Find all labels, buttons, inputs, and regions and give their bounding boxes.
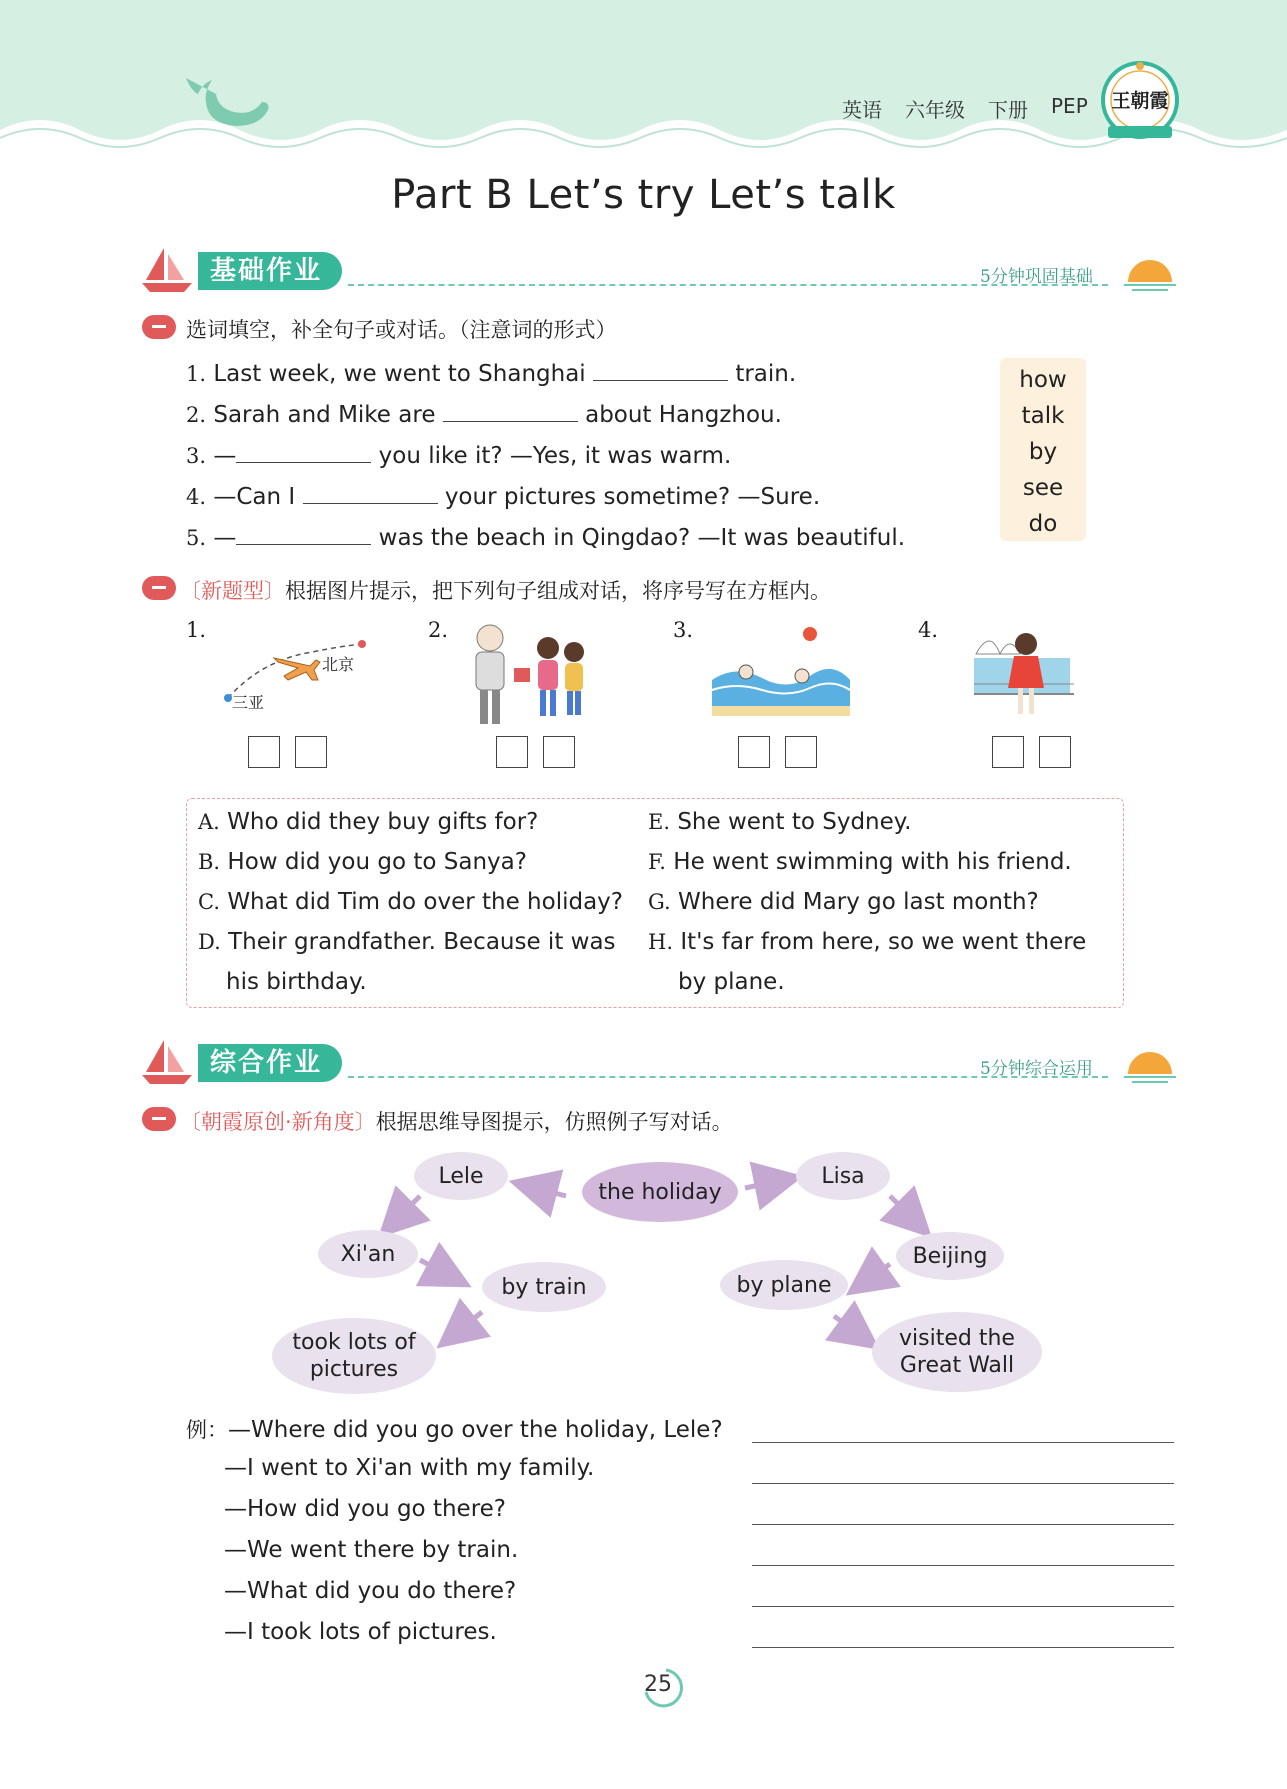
- option-text: It's far from here, so we went there: [680, 929, 1087, 955]
- word-bank: [1000, 358, 1086, 541]
- option-letter: E.: [648, 810, 671, 834]
- q2-tag: 〔新题型〕: [180, 579, 285, 603]
- word-bank-item: see: [1022, 475, 1064, 501]
- q1-line: [186, 399, 782, 428]
- q1-line: [186, 522, 905, 551]
- sailboat-icon: [140, 1038, 196, 1086]
- example-line: —We went there by train.: [224, 1537, 519, 1563]
- line-text-after: train.: [735, 361, 797, 387]
- answer-blank[interactable]: [236, 440, 371, 463]
- answer-box[interactable]: [248, 736, 280, 768]
- q1-instruction: 选词填空，补全句子或对话。（注意词的形式）: [186, 318, 617, 342]
- answer-writing-line[interactable]: [752, 1565, 1174, 1566]
- option-letter: B.: [198, 850, 221, 874]
- map-node-by-plane: by plane: [720, 1260, 848, 1310]
- answer-blank[interactable]: [236, 522, 371, 545]
- option-e: [648, 809, 911, 835]
- header-volume: 下册: [988, 98, 1028, 122]
- option-text: Who did they buy gifts for?: [227, 809, 539, 835]
- map-node-by-train: by train: [482, 1262, 606, 1312]
- line-number: 5.: [186, 526, 207, 550]
- question-number-three: [142, 1107, 176, 1131]
- word-bank-item: by: [1028, 439, 1058, 465]
- answer-box[interactable]: [543, 736, 575, 768]
- map-node-beijing: Beijing: [896, 1232, 1004, 1280]
- q3-instruction: [180, 1106, 733, 1136]
- option-letter: G.: [648, 890, 671, 914]
- option-letter: F.: [648, 850, 666, 874]
- picture-number: 1.: [186, 618, 207, 642]
- answer-writing-line[interactable]: [752, 1647, 1174, 1648]
- brand-logo: [1100, 60, 1180, 142]
- option-letter: C.: [198, 890, 220, 914]
- word-bank-item: talk: [1021, 403, 1065, 429]
- sailboat-icon: [140, 246, 196, 294]
- sydney-picture: [970, 614, 1082, 724]
- answer-box[interactable]: [295, 736, 327, 768]
- option-h: [648, 929, 1086, 955]
- map-node-took-pictures: took lots of pictures: [272, 1318, 436, 1394]
- swimming-picture: [706, 620, 854, 720]
- map-node-great-wall: visited the Great Wall: [872, 1312, 1042, 1392]
- option-letter: H.: [648, 930, 673, 954]
- option-c: [198, 889, 623, 915]
- answer-writing-line[interactable]: [752, 1442, 1174, 1443]
- header-subject: 英语: [842, 98, 882, 122]
- option-text: How did you go to Sanya?: [227, 849, 527, 875]
- section-banner-label: 综合作业: [198, 1044, 342, 1082]
- word-bank-item: how: [1019, 367, 1067, 393]
- answer-writing-line[interactable]: [752, 1606, 1174, 1607]
- question-number-one: [142, 315, 176, 339]
- answer-box[interactable]: [992, 736, 1024, 768]
- option-letter: A.: [198, 810, 220, 834]
- section-banner-label: 基础作业: [198, 252, 342, 290]
- example-text: —Where did you go over the holiday, Lele?: [228, 1417, 723, 1443]
- page-number: 25: [644, 1672, 672, 1697]
- answer-blank[interactable]: [303, 481, 438, 504]
- line-text-after: about Hangzhou.: [585, 402, 782, 428]
- line-number: 2.: [186, 403, 207, 427]
- header-grade: 六年级: [905, 98, 965, 122]
- option-text: by plane.: [678, 969, 785, 995]
- sunrise-icon: [1122, 254, 1178, 294]
- example-line: —I went to Xi'an with my family.: [224, 1455, 595, 1481]
- option-f: [648, 849, 1072, 875]
- option-text: What did Tim do over the holiday?: [227, 889, 623, 915]
- brand-name: 王朝霞: [1111, 90, 1169, 112]
- answer-box[interactable]: [785, 736, 817, 768]
- q3-label: 根据思维导图提示，仿照例子写对话。: [375, 1110, 733, 1134]
- option-text: his birthday.: [226, 969, 367, 995]
- answer-box[interactable]: [738, 736, 770, 768]
- option-h-continued: [678, 969, 785, 995]
- line-number: 1.: [186, 362, 207, 386]
- picture-number: 3.: [673, 618, 694, 642]
- q3-tag: 〔朝霞原创·新角度〕: [180, 1110, 376, 1134]
- q2-label: 根据图片提示，把下列句子组成对话，将序号写在方框内。: [285, 579, 831, 603]
- map-node-lele: Lele: [414, 1152, 508, 1200]
- option-text: Their grandfather. Because it was: [228, 929, 616, 955]
- option-d-continued: [226, 969, 367, 995]
- line-text-before: —Can I: [213, 484, 296, 510]
- picture-number: 4.: [918, 618, 939, 642]
- header-edition: PEP: [1051, 94, 1088, 118]
- example-line: —I took lots of pictures.: [224, 1619, 497, 1645]
- question-number-two: [142, 576, 176, 600]
- answer-box[interactable]: [1039, 736, 1071, 768]
- section-banner-note: 5分钟巩固基础: [980, 267, 1093, 287]
- answer-blank[interactable]: [593, 358, 728, 381]
- picture-caption-sanya: 三亚: [232, 693, 265, 712]
- line-text-after: your pictures sometime? —Sure.: [444, 484, 821, 510]
- map-node-xian: Xi'an: [318, 1230, 418, 1278]
- sunrise-icon: [1122, 1046, 1178, 1086]
- section-banner-basic: [138, 248, 1178, 294]
- line-number: 4.: [186, 485, 207, 509]
- line-text-before: —: [213, 443, 237, 469]
- line-number: 3.: [186, 444, 207, 468]
- example-label: 例：: [186, 1418, 228, 1442]
- option-d: [198, 929, 616, 955]
- example-line: —How did you go there?: [224, 1496, 506, 1522]
- line-text-after: was the beach in Qingdao? —It was beautiful.: [378, 525, 906, 551]
- q1-line: [186, 440, 731, 469]
- whale-icon: [178, 72, 274, 134]
- option-text: He went swimming with his friend.: [673, 849, 1072, 875]
- q2-instruction: [180, 575, 831, 605]
- line-text-before: Sarah and Mike are: [213, 402, 436, 428]
- picture-caption-beijing: 北京: [322, 655, 355, 674]
- option-b: [198, 849, 527, 875]
- answer-box[interactable]: [496, 736, 528, 768]
- map-node-lisa: Lisa: [796, 1152, 890, 1200]
- answer-blank[interactable]: [443, 399, 578, 422]
- option-text: Where did Mary go last month?: [678, 889, 1039, 915]
- picture-number: 2.: [428, 618, 449, 642]
- page-title: Part B Let’s try Let’s talk: [391, 172, 896, 218]
- line-text-after: you like it? —Yes, it was warm.: [378, 443, 732, 469]
- map-center-node: the holiday: [582, 1162, 738, 1222]
- option-a: [198, 809, 538, 835]
- q1-line: [186, 481, 820, 510]
- option-text: She went to Sydney.: [677, 809, 912, 835]
- q1-line: [186, 358, 796, 387]
- example-line: —What did you do there?: [224, 1578, 517, 1604]
- section-banner-comprehensive: [138, 1040, 1178, 1086]
- option-letter: D.: [198, 930, 221, 954]
- section-banner-note: 5分钟综合运用: [980, 1059, 1093, 1079]
- answer-writing-line[interactable]: [752, 1524, 1174, 1525]
- grandfather-gift-picture: [468, 618, 598, 728]
- line-text-before: —: [213, 525, 237, 551]
- answer-writing-line[interactable]: [752, 1483, 1174, 1484]
- example-line: [186, 1414, 723, 1444]
- line-text-before: Last week, we went to Shanghai: [213, 361, 586, 387]
- word-bank-item: do: [1028, 511, 1058, 537]
- option-g: [648, 889, 1039, 915]
